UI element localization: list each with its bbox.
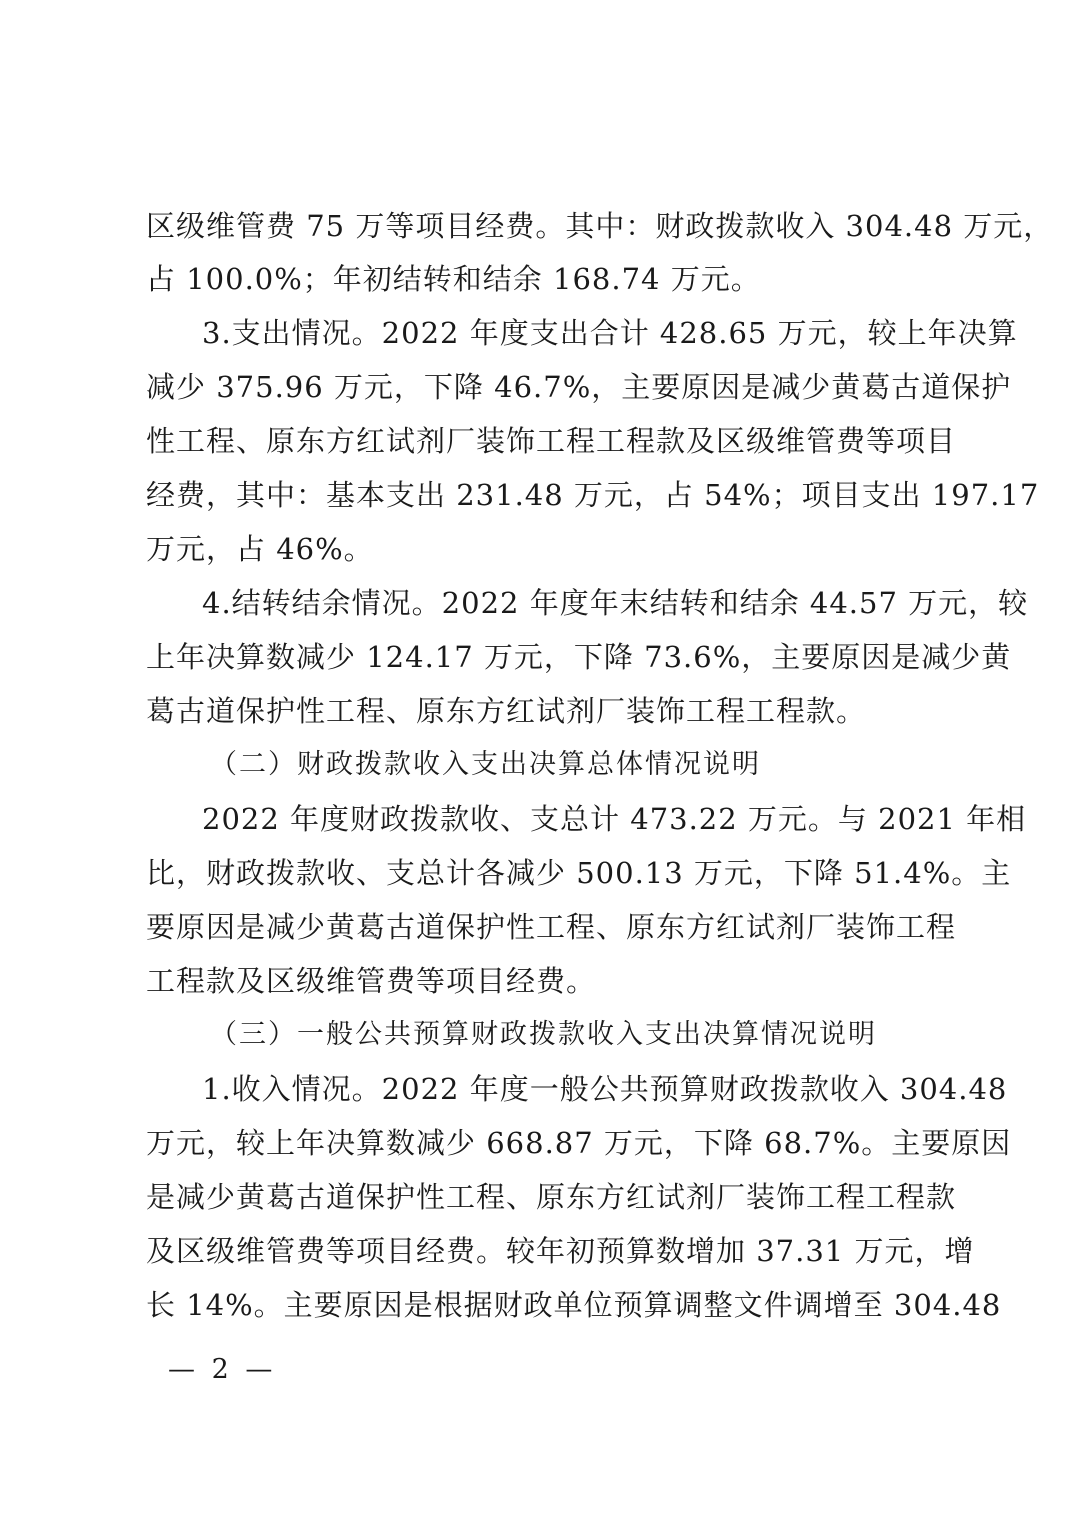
body-text-line: 上年决算数减少 124.17 万元，下降 73.6%，主要原因是减少黄 [146,640,1012,674]
body-text-line: 是减少黄葛古道保护性工程、原东方红试剂厂装饰工程工程款 [146,1180,957,1214]
paragraph-income: 1.收入情况。2022 年度一般公共预算财政拨款收入 304.48 [202,1072,1008,1106]
body-text-line: 区级维管费 75 万等项目经费。其中：财政拨款收入 304.48 万元， [146,209,1054,243]
body-text-line: 工程款及区级维管费等项目经费。 [146,964,597,998]
body-text-line: 长 14%。主要原因是根据财政单位预算调整文件调增至 304.48 [146,1288,1002,1322]
body-text-line: 减少 375.96 万元，下降 46.7%，主要原因是减少黄葛古道保护 [146,370,1012,404]
body-text-line: 比，财政拨款收、支总计各减少 500.13 万元，下降 51.4%。主 [146,856,1012,890]
body-text-line: 万元，占 46%。 [146,532,374,566]
paragraph-fiscal-total: 2022 年度财政拨款收、支总计 473.22 万元。与 2021 年相 [202,802,1027,836]
section-heading-2: （二）财政拨款收入支出决算总体情况说明 [210,749,761,780]
body-text-line: 及区级维管费等项目经费。较年初预算数增加 37.31 万元，增 [146,1234,975,1268]
body-text-line: 要原因是减少黄葛古道保护性工程、原东方红试剂厂装饰工程 [146,910,957,944]
page-number: — 2 — [168,1354,277,1385]
body-text-line: 葛古道保护性工程、原东方红试剂厂装饰工程工程款。 [146,694,867,728]
paragraph-expenditure: 3.支出情况。2022 年度支出合计 428.65 万元，较上年决算 [202,316,1018,350]
section-heading-3: （三）一般公共预算财政拨款收入支出决算情况说明 [210,1019,877,1050]
body-text-line: 性工程、原东方红试剂厂装饰工程工程款及区级维管费等项目 [146,424,957,458]
paragraph-carryover: 4.结转结余情况。2022 年度年末结转和结余 44.57 万元，较 [202,586,1029,620]
body-text-line: 万元，较上年决算数减少 668.87 万元，下降 68.7%。主要原因 [146,1126,1012,1160]
body-text-line: 经费，其中：基本支出 231.48 万元，占 54%；项目支出 197.17 [146,478,1040,512]
body-text-line: 占 100.0%；年初结转和结余 168.74 万元。 [146,262,761,296]
